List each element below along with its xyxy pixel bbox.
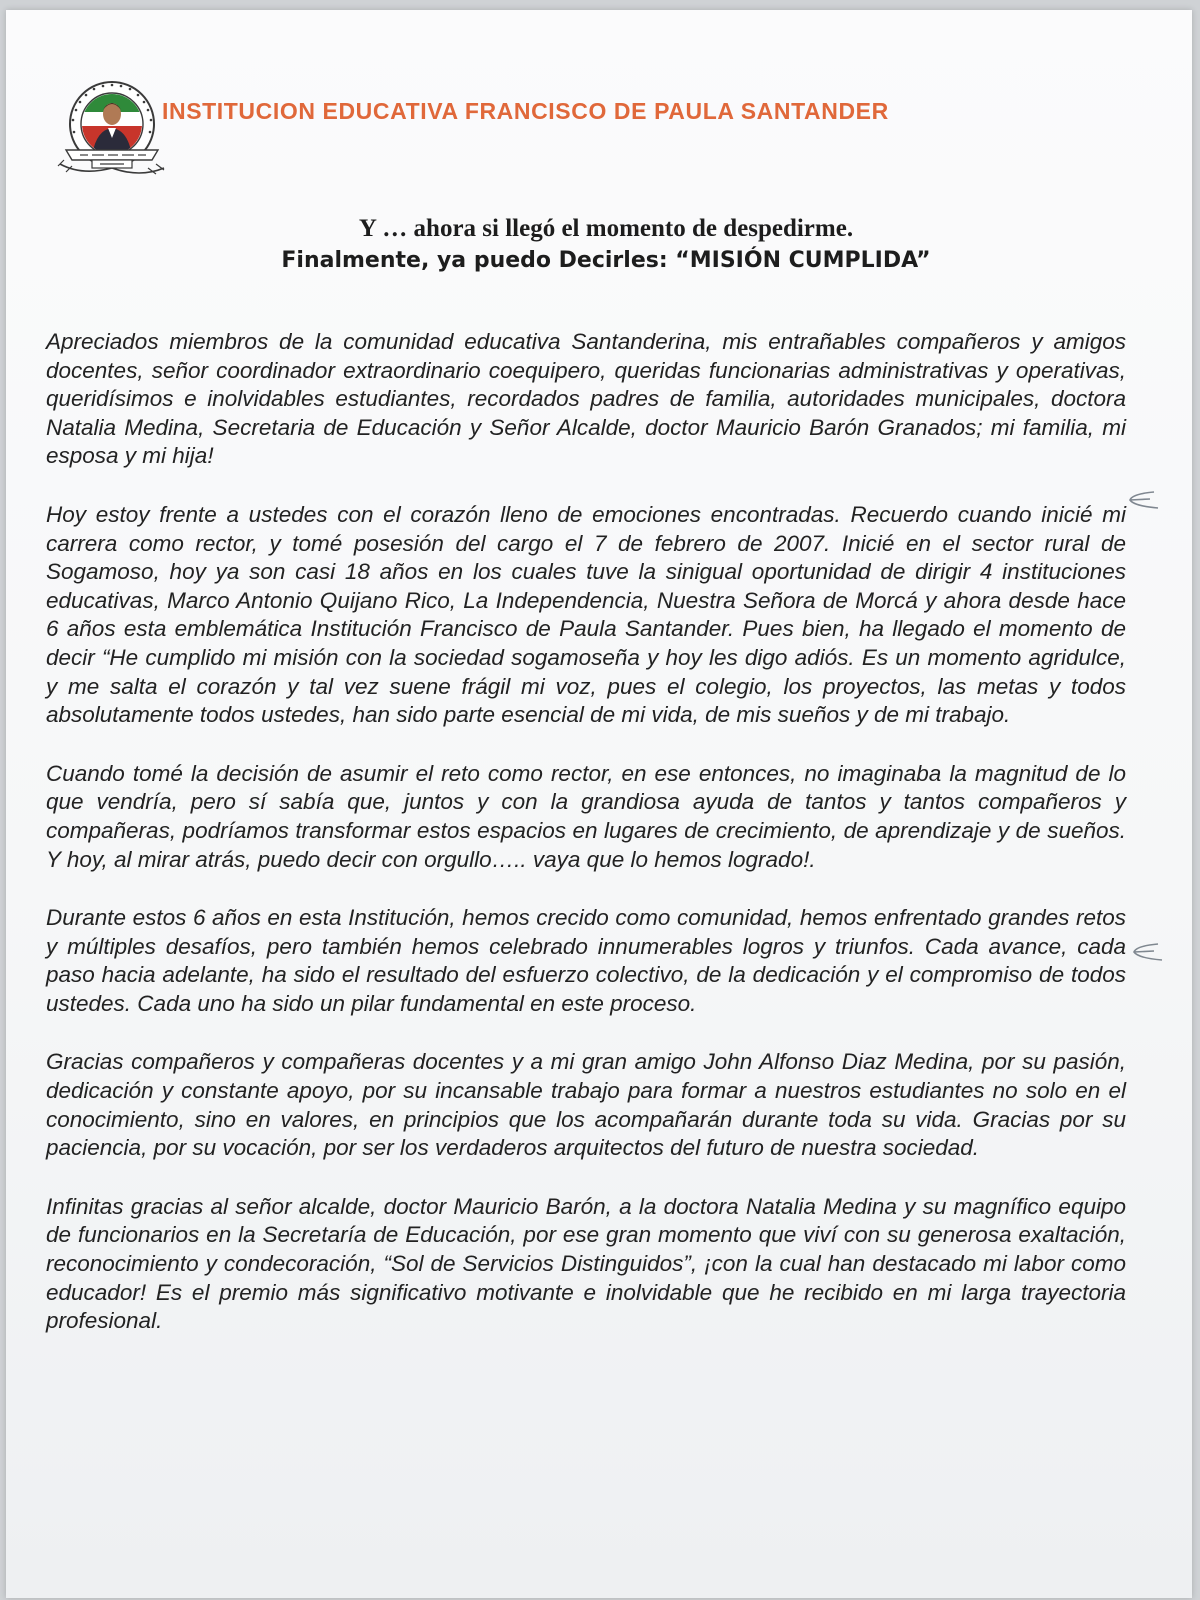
speech-body [46,328,1126,1366]
pen-margin-mark-icon [1124,488,1164,514]
letterhead [52,80,1152,190]
document-page [6,10,1192,1598]
paragraph-challenge: Cuando tomé la decisión de asumir el reto como rector, en ese entonces, no imaginaba la magnitud de lo que vendría, pero sí sabía que, juntos y con la grandiosa ayuda de tantos y tantos compañeros y compañeras, podríamos transformar estos espacios en lugares de crecimiento, de aprendizaje y de sueños. Y hoy, al mirar atrás, puedo decir con orgullo….. vaya que lo hemos logrado!. [46,760,1126,872]
speech-title: Y … ahora si llegó el momento de despedirme. [358,215,854,242]
paragraph-thanks-teachers: Gracias compañeros y compañeras docentes y a mi gran amigo John Alfonso Diaz Medina, por su pasión, dedicación y constante apoyo, por su incansable trabajo para formar a nuestros estudiantes no solo en el conocimiento, sino en valores, en principios que los acompañarán durante toda su vida. Gracias por su paciencia, por su vocación, por ser los verdaderos arquitectos del futuro de nuestra sociedad. [46,1049,1126,1161]
paragraph-career: Hoy estoy frente a ustedes con el corazón lleno de emociones encontradas. Recuerdo cuando inicié mi carrera como rector, y tomé posesión del cargo el 7 de febrero de 2007. Inicié en el sector rural de Sogamoso, hoy ya son casi 18 años en los cuales tuve la sinigual oportunidad de dirigir 4 instituciones educativas, Marco Antonio Quijano Rico, La Independencia, Nuestra Señora de Morcá y ahora desde hace 6 años esta emblemática Institución Francisco de Paula Santander. Pues bien, ha llegado el momento de decir “He cumplido mi misión con la sociedad sogamoseña y hoy les digo adiós. Es un momento agridulce, y me salta el corazón y tal vez suene frágil mi voz, pues el colegio, los proyectos, las metas y todos absolutamente todos ustedes, han sido parte esencial de mi vida, de mis sueños y de mi trabajo. [46,501,1126,728]
paragraph-community: Durante estos 6 años en esta Institución, hemos crecido como comunidad, hemos enfrentado grandes retos y múltiples desafíos, pero también hemos celebrado innumerables logros y triunfos. Cada avance, cada paso hacia adelante, ha sido el resultado del esfuerzo colectivo, de la dedicación y el compromiso de todos ustedes. Cada uno ha sido un pilar fundamental en este proceso. [46,905,1126,1016]
pen-margin-mark-icon [1128,940,1168,966]
paragraph-greeting: Apreciados miembros de la comunidad educativa Santanderina, mis entrañables compañeros y amigos docentes, señor coordinador extraordinario coequipero, queridas funcionarias administrativas y operativas, queridísimos e inolvidables estudiantes, recordados padres de familia, autoridades municipales, doctora Natalia Medina, Secretaria de Educación y Señor Alcalde, doctor Mauricio Barón Granados; mi familia, mi esposa y mi hija! [46,329,1126,469]
institution-name: INSTITUCION EDUCATIVA FRANCISCO DE PAULA SANTANDER [162,98,889,124]
institution-seal-logo [52,80,172,190]
speech-subtitle: Finalmente, ya puedo Decirles: “MISIÓN CUMPLIDA” [281,248,931,273]
paragraph-thanks-authorities: Infinitas gracias al señor alcalde, doctor Mauricio Barón, a la doctora Natalia Medina y su magnífico equipo de funcionarios en la Secretaría de Educación, por ese gran momento que viví con su generosa exaltación, reconocimiento y condecoración, “Sol de Servicios Distinguidos”, ¡con la cual han destacado mi labor como educador! Es el premio más significativo motivante e inolvidable que he recibido en mi larga trayectoria profesional. [46,1193,1126,1334]
